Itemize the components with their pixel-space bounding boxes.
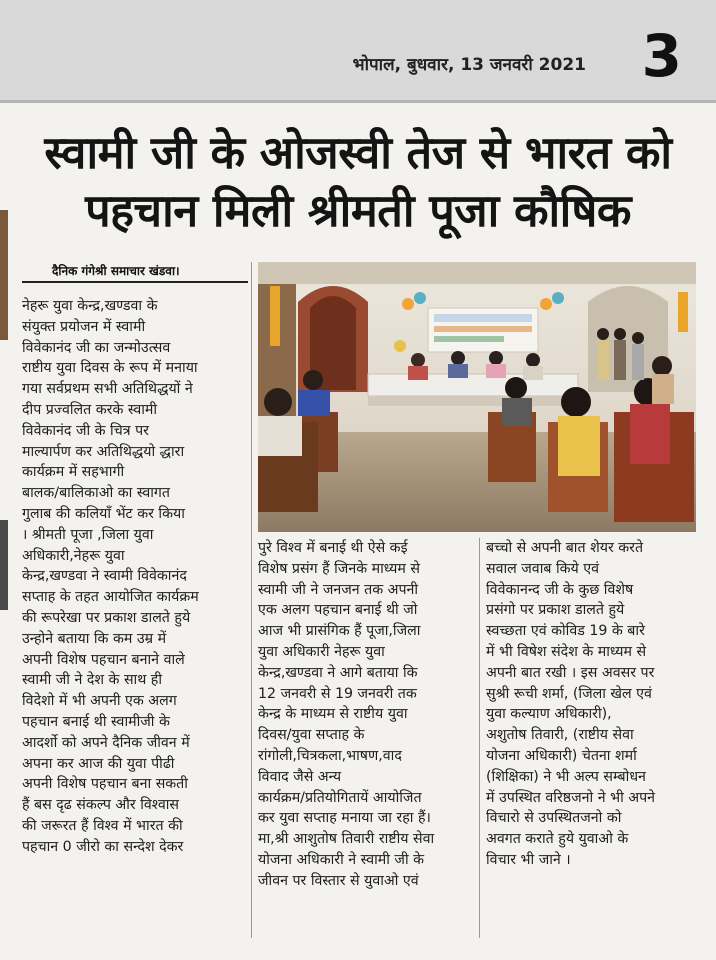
event-photo [258, 262, 696, 532]
article-text-line: स्वामी जी ने देश के साथ ही [22, 672, 162, 689]
article-text-line: राष्टीय युवा दिवस के रूप में मनाया [22, 360, 198, 377]
article-text-line: विचारो से उपस्थितजनो को [486, 810, 622, 827]
article-text-line: योजना अधिकारी) चेतना शर्मा [486, 747, 637, 764]
article-text-line: पहचान 0 जीरो का सन्देश देकर [22, 838, 184, 855]
byline-underline [22, 281, 248, 283]
article-text-line: सप्ताह के तहत आयोजित कार्यक्रम [22, 589, 199, 606]
article-text-line: आज भी प्रासंगिक हैं पूजा,जिला [258, 623, 421, 640]
article-text-line: नेहरू युवा केन्द्र,खण्डवा के [22, 298, 158, 314]
article-text-line: रांगोली,चित्रकला,भाषण,वाद [258, 747, 402, 764]
article-text-line: की रूपरेखा पर प्रकाश डालते हुये [22, 609, 191, 626]
article-text-line: गुलाब की कलियाँ भेंट कर किया [22, 505, 185, 522]
dateline: भोपाल, बुधवार, 13 जनवरी 2021 [352, 55, 586, 75]
column-divider [251, 262, 252, 938]
article-text-line: विवाद जैसे अन्य [258, 768, 342, 785]
article-text-line: दीप प्रज्वलित करके स्वामी [22, 401, 158, 418]
article-text-line: बालक/बालिकाओ का स्वागत [22, 485, 170, 502]
article-text-line: केन्द्र,खण्डवा ने स्वामी विवेकानंद [22, 568, 187, 585]
article-text-line: (शिक्षिका) ने भी अल्प सम्बोधन [486, 768, 646, 785]
article-column-1 [22, 296, 244, 858]
article-text-line: विवेकानंद जी के चित्र पर [22, 422, 149, 439]
article-text-line: अपना कर आज की युवा पीढी [22, 755, 175, 772]
article-text-line: कार्यक्रम/प्रतियोगितायें आयोजित [258, 789, 422, 806]
article-text-line: जीवन पर विस्तार से युवाओ एवं [258, 872, 419, 889]
article-text-line: विवेकानंद जी का जन्मोउत्सव [22, 339, 171, 356]
article-column-3 [486, 538, 702, 871]
article-text-line: में भी विषेश संदेश के माध्यम से [486, 643, 647, 660]
article-text-line: अशुतोष तिवारी, (राष्टीय सेवा [486, 727, 634, 744]
article-text-line: प्रसंगो पर प्रकाश डालते हुये [486, 602, 625, 619]
headline-line-1: स्वामी जी के ओजस्वी तेज से भारत को [44, 126, 672, 179]
article-text-line: स्वच्छता एवं कोविड 19 के बारे [486, 623, 645, 640]
article-text-line: केन्द्र के माध्यम से राष्टीय युवा [258, 706, 408, 723]
article-text-line: आदर्शो को अपने दैनिक जीवन में [22, 734, 190, 751]
article-text-line: कार्यक्रम में सहभागी [22, 464, 125, 481]
column-divider [479, 538, 480, 938]
article-text-line: में उपस्थित वरिष्ठजनो ने भी अपने [486, 789, 656, 806]
article-text-line: संयुक्त प्रयोजन में स्वामी [22, 318, 146, 335]
article-text-line: दिवस/युवा सप्ताह के [258, 727, 365, 744]
article-text-line: विदेशो में भी अपनी एक अलग [22, 693, 177, 710]
article-text-line: सवाल जवाब किये एवं [486, 560, 600, 577]
article-text-line: अधिकारी,नेहरू युवा [22, 547, 125, 564]
article-text-line: विचार भी जाने । [486, 851, 571, 868]
article-text-line: माल्यार्पण कर अतिथिद्धयो द्धारा [22, 443, 185, 460]
article-text-line: स्वामी जी ने जनजन तक अपनी [258, 581, 419, 598]
article-text-line: अपनी विशेष पहचान बनाने वाले [22, 651, 185, 668]
event-photo-illustration [258, 262, 696, 532]
article-text-line: केन्द्र,खण्डवा ने आगे बताया कि [258, 664, 418, 681]
article-text-line: 12 जनवरी से 19 जनवरी तक [258, 685, 417, 702]
article-text-line: कर युवा सप्ताह मनाया जा रहा हैं। [258, 810, 431, 827]
article-text-line: एक अलग पहचान बनाई थी जो [258, 602, 418, 619]
article-text-line: युवा कल्याण अधिकारी), [486, 706, 612, 723]
article-text-line: बच्चो से अपनी बात शेयर करते [486, 540, 644, 556]
article-text-line: अपनी बात रखी । इस अवसर पर [486, 664, 655, 681]
article-text-line: युवा अधिकारी नेहरू युवा [258, 643, 385, 660]
article-text-line: की जरूरत हैं विश्व में भारत की [22, 817, 183, 834]
article-text-line: योजना अधिकारी ने स्वामी जी के [258, 851, 425, 868]
byline: दैनिक गंगेश्री समाचार खंडवा। [52, 264, 180, 278]
article-text-line: विशेष प्रसंग हैं जिनके माध्यम से [258, 560, 420, 577]
article-text-line: पहचान बनाई थी स्वामीजी के [22, 713, 170, 730]
article-text-line: हैं बस दृढ संकल्प और विश्वास [22, 797, 179, 814]
article-text-line: उन्होने बताया कि कम उम्र में [22, 630, 167, 647]
article-text-line: । श्रीमती पूजा ,जिला युवा [22, 526, 154, 543]
adjacent-photo-edge-lower [0, 520, 8, 610]
headline-line-2: पहचान मिली श्रीमती पूजा कौषिक [85, 184, 631, 237]
article-text-line: विवेकानन्द जी के कुछ विशेष [486, 581, 634, 598]
article-text-line: अपनी विशेष पहचान बना सकती [22, 776, 188, 793]
article-text-line: अवगत कराते हुये युवाओ के [486, 831, 629, 848]
page-number: 3 [641, 22, 682, 90]
article-text-line: पुरे विश्व में बनाई थी ऐसे कई [258, 540, 408, 556]
article-column-2 [258, 538, 472, 892]
article-text-line: गया सर्वप्रथम सभी अतिथिद्धयों ने [22, 381, 193, 398]
page-bottom-edge [0, 946, 716, 960]
article-text-line: सुश्री रूची शर्मा, (जिला खेल एवं [486, 685, 652, 702]
article-text-line: मा,श्री आशुतोष तिवारी राष्टीय सेवा [258, 831, 435, 848]
headline [0, 124, 716, 240]
